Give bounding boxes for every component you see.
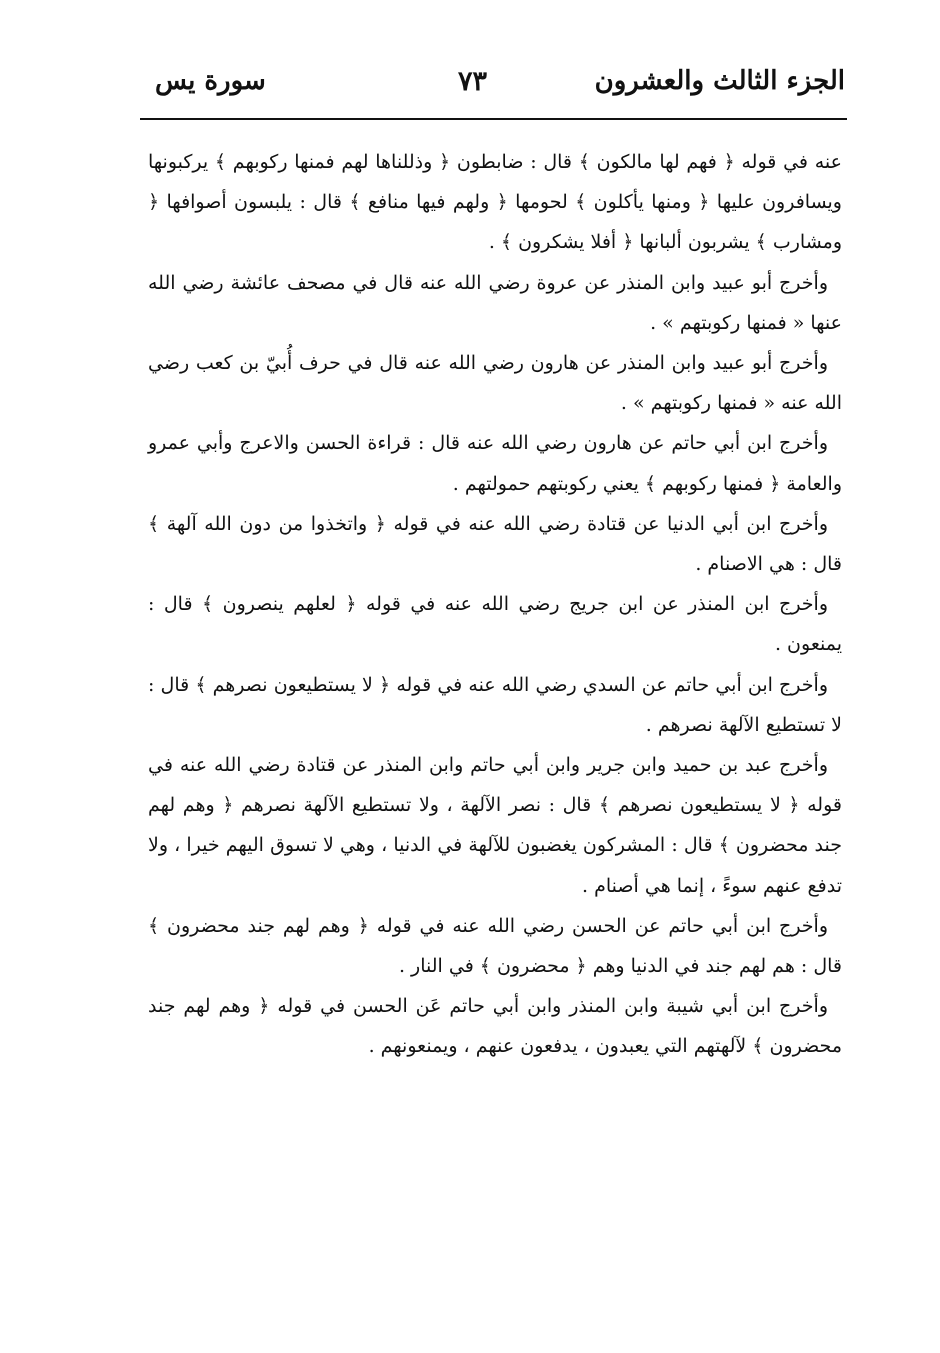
paragraph: عنه في قوله ﴿ فهم لها مالكون ﴾ قال : ضابطون ﴿ وذللناها لهم فمنها ركوبهم ﴾ يركبونها ويسافرون عليها ﴿ ومنها يأكلون ﴾ لحومها ﴿ ولهم فيها منافع ﴾ قال : يلبسون أصوافها ﴿ ومشارب ﴾ يشربون ألبانها ﴿ أفلا يشكرون ﴾ . (148, 151, 842, 254)
paragraph: وأخرج ابن أبي شيبة وابن المنذر وابن أبي حاتم عَن الحسن في قوله ﴿ وهم لهم جند محضرون ﴾ لآلهتهم التي يعبدون ، يدفعون عنهم ، ويمنعونهم . (148, 995, 842, 1058)
part-title: الجزء الثالث والعشرون (594, 66, 845, 96)
paragraph: وأخرج ابن أبي حاتم عن هارون رضي الله عنه قال : قراءة الحسن والاعرج وأبي عمرو والعامة ﴿ فمنها ركوبهم ﴾ يعني ركوبتهم حمولتهم . (148, 432, 842, 495)
paragraph: وأخرج ابن أبي حاتم عن السدي رضي الله عنه في قوله ﴿ لا يستطيعون نصرهم ﴾ قال : لا تستطيع الآلهة نصرهم . (148, 673, 842, 736)
paragraph: وأخرج عبد بن حميد وابن جرير وابن أبي حاتم وابن المنذر عن قتادة رضي الله عنه في قوله ﴿ لا يستطيعون نصرهم ﴾ قال : نصر الآلهة ، ولا تستطيع الآلهة نصرهم ﴿ وهم لهم جند محضرون ﴾ قال : المشركون يغضبون للآلهة في الدنيا ، وهي لا تسوق اليهم خيرا ، ولا تدفع عنهم سوءً ، إنما هي أصنام . (148, 754, 842, 897)
surah-title: سورة يس (155, 66, 266, 96)
paragraph: وأخرج أبو عبيد وابن المنذر عن عروة رضي الله عنه قال في مصحف عائشة رضي الله عنها « فمنها ركوبتهم » . (148, 271, 842, 334)
body-text (148, 142, 842, 1067)
running-header (140, 66, 845, 114)
paragraph: وأخرج ابن المنذر عن ابن جريج رضي الله عنه في قوله ﴿ لعلهم ينصرون ﴾ قال : يمنعون . (148, 593, 842, 656)
paragraph: وأخرج أبو عبيد وابن المنذر عن هارون رضي الله عنه قال في حرف أُبيّ بن كعب رضي الله عنه « فمنها ركوبتهم » . (148, 352, 842, 415)
paragraph: وأخرج ابن أبي الدنيا عن قتادة رضي الله عنه في قوله ﴿ واتخذوا من دون الله آلهة ﴾ قال : هي الاصنام . (148, 512, 842, 576)
header-rule (140, 118, 847, 120)
page-number: ٧٣ (458, 66, 488, 97)
paragraph: وأخرج ابن أبي حاتم عن الحسن رضي الله عنه في قوله ﴿ وهم لهم جند محضرون ﴾ قال : هم لهم جند في الدنيا وهم ﴿ محضرون ﴾ في النار . (148, 914, 842, 978)
